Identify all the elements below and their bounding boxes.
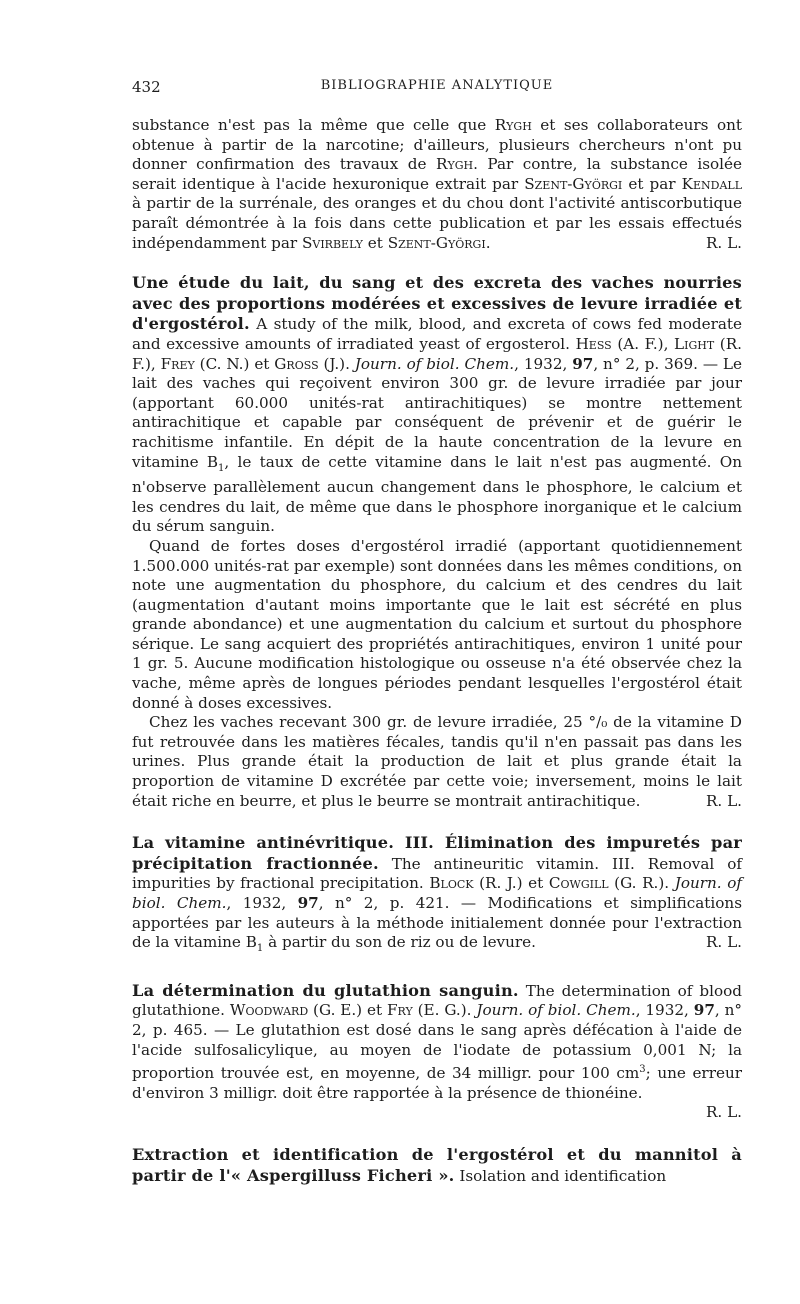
author-name: Rygh — [436, 155, 474, 174]
english-title: The antineuritic vitamin. III. Removal of impurities by fractional precipitation. — [132, 854, 742, 893]
author-name: Frey — [160, 354, 195, 373]
author-name: Fry — [386, 1001, 413, 1020]
english-title: The determination of blood glutathione. — [132, 981, 742, 1020]
volume: 97 — [693, 1001, 715, 1020]
english-title: A study of the milk, blood, and excreta of cows fed moderate and excessive amounts of irradiated yeast of ergosterol. — [132, 315, 742, 353]
volume: 97 — [572, 354, 594, 373]
journal-name: Journ. of biol. Chem. — [354, 354, 515, 373]
article-title: La vitamine antinévritique. III. Élimination des impuretés par précipitation fractionnée. — [132, 833, 742, 873]
author-name: Rygh — [494, 116, 532, 134]
abstract-milk-study: Une étude du lait, du sang et des excreta des vaches nourries avec des proportions modérées et excessives de levure irradiée et d'ergostérol. A study of the milk, blood, and excreta of cows fed moderate and excessive amounts of irradiated yeast of ergosterol. Hess (A. F.), Light (R. F.), Frey (C. N.) et Gross (J.). Journ. of biol. Chem., 1932, 97, n° 2, p. 369. — Le lait des vaches qui reçoivent environ 300 gr. de levure irradiée par jour (apportant 60.000 unités-rat antirachitiques) se montre nettement antirachitique et capable par conséquent de prévenir et de guérir le rachitisme infantile. En dépit de la haute concentration de la levure en vitamine $B_1$, le taux de cette vitamine dans le lait n'est pas augmenté. On n'observe parallèlement aucun changement dans le phosphore, le calcium et les cendres du lait, de même que dans le phosphore inorganique et le calcium du sérum sanguin. — [132, 273, 742, 536]
running-title: BIBLIOGRAPHIE ANALYTIQUE — [320, 78, 554, 93]
volume: 97 — [297, 894, 319, 912]
page-body — [132, 116, 742, 1186]
author-name: Woodward — [229, 1001, 309, 1020]
article-title: Une étude du lait, du sang et des excreta des vaches nourries avec des proportions modérées et excessives de levure irradiée et d'ergostérol. — [132, 273, 742, 334]
abstract-antineuritic-vitamin: La vitamine antinévritique. III. Élimination des impuretés par précipitation fractionnée. The antineuritic vitamin. III. Removal of impurities by fractional precipitation. Block (R. J.) et Cowgill (G. R.). Journ. of biol. Chem., 1932, 97, n° 2, p. 421. — Modifications et simplifications apportées par les auteurs à la méthode initialement donnée pour l'extraction de la vitamine $B_1$ à partir du son de riz ou de levure. R. L. — [132, 833, 743, 955]
page-number: 432 — [132, 78, 161, 96]
signature: R. L. — [705, 233, 742, 252]
author-name: Kendall — [681, 174, 742, 193]
journal-name: Journ. of biol. Chem. — [476, 1001, 636, 1020]
paragraph: Quand de fortes doses d'ergostérol irradié (apportant quotidiennement 1.500.000 unités-rat par exemple) sont données dans les mêmes conditions, on note une augmentation du phosphore, du calcium et des cendres du lait (augmentation d'autant moins importante que le lait est sécrété en plus grande abondance) et une augmentation du calcium et surtout du phosphore sérique. Le sang acquiert des propriétés antirachitiques, environ 1 unité pour 1 gr. 5. Aucune modification histologique ou osseuse n'a été observée chez la vache, même après de longues périodes pendant lesquelles l'ergostérol était donné à doses excessives. — [132, 536, 742, 712]
signature: R. L. — [705, 791, 742, 810]
author-name: Light — [674, 334, 715, 353]
author-name: Cowgill — [548, 874, 609, 893]
author-name: Svirbely — [301, 233, 363, 252]
article-title: La détermination du glutathion sanguin. — [132, 980, 519, 1000]
journal-name: Journ. of biol. Chem. — [132, 874, 743, 912]
article-title: Extraction et identification de l'ergostérol et du mannitol à partir de l'« Aspergilluss Ficheri ». — [132, 1145, 742, 1185]
author-name: Szent-Györgi — [387, 233, 486, 252]
english-title: Isolation and identification — [454, 1166, 667, 1185]
paragraph: Chez les vaches recevant 300 gr. de levure irradiée, 25 °/₀ de la vitamine D fut retrouvée dans les matières fécales, tandis qu'il n'en passait pas dans les urines. Plus grande était la production de lait et plus grande était la proportion de vitamine D excrétée par cette voie; inversement, moins le lait était riche en beurre, et plus le beurre se montrait antirachitique. R. L. — [132, 713, 742, 810]
abstract-glutathione: La détermination du glutathion sanguin. The determination of blood glutathione. Woodward (G. E.) et Fry (E. G.). Journ. of biol. Chem., 1932, 97, n° 2, p. 465. — Le glutathion est dosé dans le sang après défécation à l'aide de l'acide sulfosalicylique, au moyen de l'iodate de potassium 0,001 N; la proportion trouvée est, en moyenne, de 34 milligr. pour 100 $cm^3$; une erreur d'environ 3 milligr. doit être rapportée à la présence de thionéine. — [132, 980, 742, 1102]
signature: R. L. — [705, 933, 742, 952]
author-name: Szent-Györgi — [524, 174, 623, 193]
author-name: Gross — [274, 354, 319, 373]
signature: R. L. — [705, 1103, 742, 1122]
abstract-ergosterol-mannitol — [132, 1145, 742, 1186]
page-header — [132, 78, 742, 100]
author-name: Block — [429, 874, 474, 893]
abstract-continued: substance n'est pas la même que celle que Rygh et ses collaborateurs ont obtenue à partir de la narcotine; d'ailleurs, plusieurs chercheurs n'ont pu donner confirmation des travaux de Rygh. Par contre, la substance isolée serait identique à l'acide hexuronique extrait par Szent-Györgi et par Kendall à partir de la surrénale, des oranges et du chou dont l'activité antiscorbutique paraît démontrée à la fois dans cette publication et par les essais effectués indépendamment par Svirbely et Szent-Györgi. R. L. — [132, 116, 742, 252]
author-name: Hess — [575, 334, 612, 353]
